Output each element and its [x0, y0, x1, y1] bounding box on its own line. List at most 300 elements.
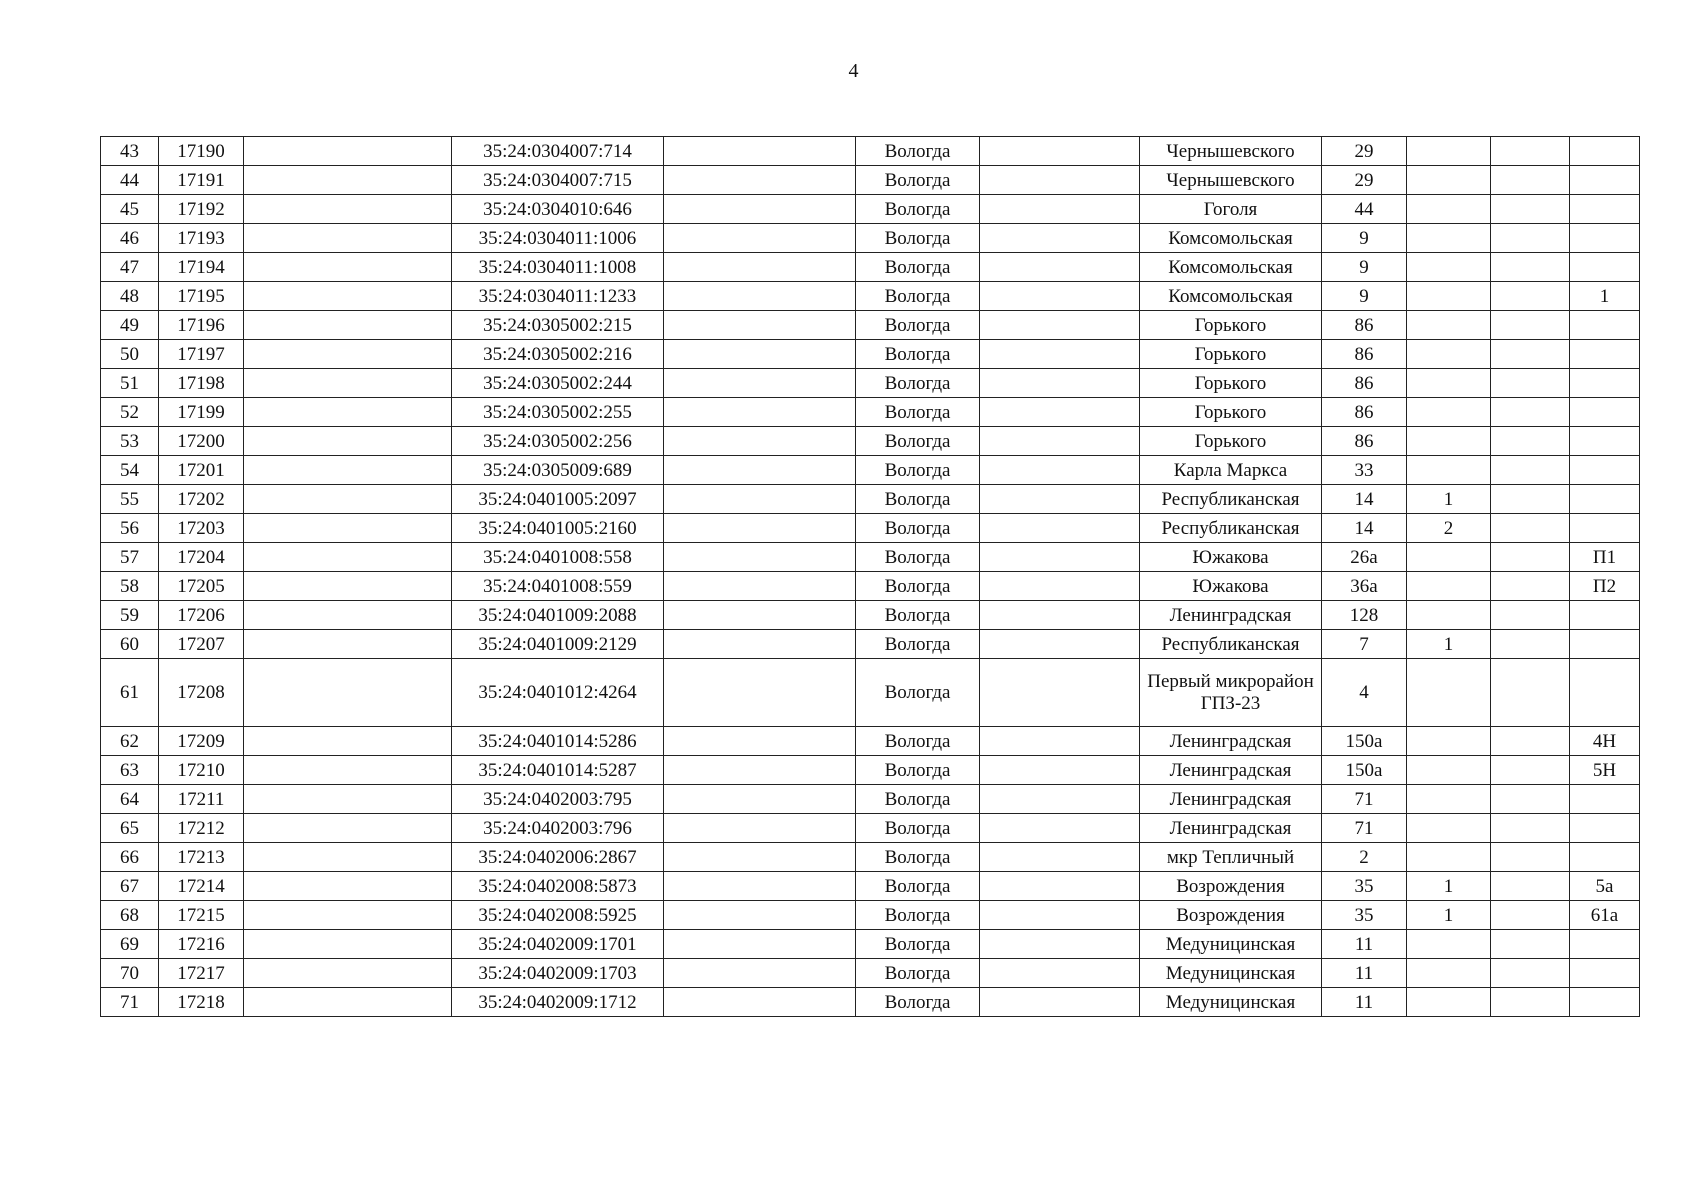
row-number-cell: 53 [101, 427, 159, 456]
premises-number-cell: 61а [1570, 901, 1640, 930]
registry-number-cell: 17212 [159, 814, 244, 843]
house-number-cell: 4 [1322, 659, 1407, 727]
city-cell: Вологда [856, 843, 980, 872]
city-cell: Вологда [856, 959, 980, 988]
empty-cell [980, 785, 1140, 814]
building-number-cell [1407, 282, 1491, 311]
city-cell: Вологда [856, 311, 980, 340]
registry-number-cell: 17209 [159, 727, 244, 756]
row-number-cell: 71 [101, 988, 159, 1017]
premises-number-cell: 5а [1570, 872, 1640, 901]
row-number-cell: 49 [101, 311, 159, 340]
registry-number-cell: 17213 [159, 843, 244, 872]
row-number-cell: 45 [101, 195, 159, 224]
house-number-cell: 35 [1322, 872, 1407, 901]
empty-cell [980, 282, 1140, 311]
city-cell: Вологда [856, 814, 980, 843]
cadastral-number-cell: 35:24:0401012:4264 [452, 659, 664, 727]
premises-number-cell [1570, 659, 1640, 727]
empty-cell [980, 543, 1140, 572]
premises-number-cell [1570, 601, 1640, 630]
registry-number-cell: 17204 [159, 543, 244, 572]
premises-number-cell [1570, 843, 1640, 872]
street-cell: Ленинградская [1140, 814, 1322, 843]
empty-cell [244, 137, 452, 166]
building-number-cell [1407, 959, 1491, 988]
empty-cell [664, 253, 856, 282]
table-row [101, 959, 1640, 988]
empty-cell [980, 659, 1140, 727]
registry-number-cell: 17208 [159, 659, 244, 727]
premises-number-cell [1570, 398, 1640, 427]
house-number-cell: 14 [1322, 485, 1407, 514]
row-number-cell: 46 [101, 224, 159, 253]
street-cell: Комсомольская [1140, 224, 1322, 253]
registry-number-cell: 17202 [159, 485, 244, 514]
premises-number-cell [1570, 485, 1640, 514]
house-number-cell: 26а [1322, 543, 1407, 572]
premises-number-cell [1570, 959, 1640, 988]
city-cell: Вологда [856, 398, 980, 427]
table-row [101, 872, 1640, 901]
row-number-cell: 55 [101, 485, 159, 514]
city-cell: Вологда [856, 282, 980, 311]
cadastral-number-cell: 35:24:0402003:796 [452, 814, 664, 843]
registry-number-cell: 17195 [159, 282, 244, 311]
empty-cell [664, 195, 856, 224]
city-cell: Вологда [856, 369, 980, 398]
street-cell: Горького [1140, 369, 1322, 398]
cadastral-number-cell: 35:24:0402008:5873 [452, 872, 664, 901]
empty-cell [1491, 572, 1570, 601]
city-cell: Вологда [856, 659, 980, 727]
street-cell: Чернышевского [1140, 137, 1322, 166]
registry-number-cell: 17211 [159, 785, 244, 814]
table-row [101, 224, 1640, 253]
house-number-cell: 7 [1322, 630, 1407, 659]
cadastral-number-cell: 35:24:0401009:2088 [452, 601, 664, 630]
empty-cell [664, 601, 856, 630]
empty-cell [244, 456, 452, 485]
street-cell: Медуницинская [1140, 959, 1322, 988]
empty-cell [244, 253, 452, 282]
empty-cell [664, 311, 856, 340]
cadastral-number-cell: 35:24:0304011:1006 [452, 224, 664, 253]
house-number-cell: 86 [1322, 398, 1407, 427]
empty-cell [1491, 659, 1570, 727]
city-cell: Вологда [856, 601, 980, 630]
street-cell: Южакова [1140, 572, 1322, 601]
street-cell: Возрождения [1140, 901, 1322, 930]
empty-cell [1491, 601, 1570, 630]
table-row [101, 340, 1640, 369]
empty-cell [664, 543, 856, 572]
street-cell: Возрождения [1140, 872, 1322, 901]
empty-cell [244, 630, 452, 659]
empty-cell [1491, 369, 1570, 398]
empty-cell [244, 282, 452, 311]
empty-cell [244, 398, 452, 427]
empty-cell [664, 727, 856, 756]
empty-cell [244, 756, 452, 785]
premises-number-cell [1570, 930, 1640, 959]
empty-cell [664, 398, 856, 427]
cadastral-number-cell: 35:24:0304007:715 [452, 166, 664, 195]
house-number-cell: 14 [1322, 514, 1407, 543]
cadastral-number-cell: 35:24:0401008:559 [452, 572, 664, 601]
city-cell: Вологда [856, 456, 980, 485]
empty-cell [980, 601, 1140, 630]
house-number-cell: 9 [1322, 253, 1407, 282]
row-number-cell: 48 [101, 282, 159, 311]
empty-cell [664, 340, 856, 369]
table-row [101, 630, 1640, 659]
empty-cell [1491, 843, 1570, 872]
city-cell: Вологда [856, 137, 980, 166]
building-number-cell: 1 [1407, 630, 1491, 659]
row-number-cell: 67 [101, 872, 159, 901]
empty-cell [1491, 456, 1570, 485]
cadastral-number-cell: 35:24:0402003:795 [452, 785, 664, 814]
cadastral-number-cell: 35:24:0304011:1233 [452, 282, 664, 311]
table-row [101, 901, 1640, 930]
premises-number-cell [1570, 195, 1640, 224]
street-cell: Республиканская [1140, 485, 1322, 514]
street-cell: Горького [1140, 398, 1322, 427]
empty-cell [1491, 727, 1570, 756]
empty-cell [244, 224, 452, 253]
empty-cell [244, 814, 452, 843]
empty-cell [980, 814, 1140, 843]
empty-cell [664, 930, 856, 959]
building-number-cell [1407, 456, 1491, 485]
empty-cell [244, 485, 452, 514]
registry-number-cell: 17215 [159, 901, 244, 930]
cadastral-number-cell: 35:24:0402006:2867 [452, 843, 664, 872]
building-number-cell [1407, 843, 1491, 872]
premises-number-cell [1570, 340, 1640, 369]
house-number-cell: 35 [1322, 901, 1407, 930]
building-number-cell: 1 [1407, 485, 1491, 514]
table-row [101, 195, 1640, 224]
empty-cell [980, 137, 1140, 166]
street-cell: Чернышевского [1140, 166, 1322, 195]
house-number-cell: 9 [1322, 282, 1407, 311]
empty-cell [980, 224, 1140, 253]
empty-cell [980, 901, 1140, 930]
house-number-cell: 71 [1322, 785, 1407, 814]
house-number-cell: 86 [1322, 340, 1407, 369]
premises-number-cell: 1 [1570, 282, 1640, 311]
empty-cell [1491, 340, 1570, 369]
row-number-cell: 58 [101, 572, 159, 601]
street-cell: Ленинградская [1140, 727, 1322, 756]
row-number-cell: 63 [101, 756, 159, 785]
empty-cell [1491, 988, 1570, 1017]
table-row [101, 282, 1640, 311]
table-row [101, 601, 1640, 630]
city-cell: Вологда [856, 988, 980, 1017]
row-number-cell: 60 [101, 630, 159, 659]
house-number-cell: 71 [1322, 814, 1407, 843]
row-number-cell: 54 [101, 456, 159, 485]
row-number-cell: 50 [101, 340, 159, 369]
empty-cell [244, 166, 452, 195]
city-cell: Вологда [856, 485, 980, 514]
empty-cell [664, 572, 856, 601]
street-cell: Медуницинская [1140, 930, 1322, 959]
empty-cell [1491, 756, 1570, 785]
cadastral-number-cell: 35:24:0304010:646 [452, 195, 664, 224]
premises-number-cell [1570, 224, 1640, 253]
empty-cell [244, 514, 452, 543]
empty-cell [1491, 630, 1570, 659]
empty-cell [244, 340, 452, 369]
registry-number-cell: 17216 [159, 930, 244, 959]
empty-cell [980, 843, 1140, 872]
row-number-cell: 56 [101, 514, 159, 543]
empty-cell [980, 398, 1140, 427]
empty-cell [1491, 514, 1570, 543]
building-number-cell [1407, 659, 1491, 727]
cadastral-number-cell: 35:24:0305002:244 [452, 369, 664, 398]
empty-cell [244, 601, 452, 630]
house-number-cell: 33 [1322, 456, 1407, 485]
building-number-cell: 1 [1407, 901, 1491, 930]
cadastral-number-cell: 35:24:0401009:2129 [452, 630, 664, 659]
empty-cell [244, 901, 452, 930]
empty-cell [664, 814, 856, 843]
cadastral-number-cell: 35:24:0402009:1701 [452, 930, 664, 959]
house-number-cell: 2 [1322, 843, 1407, 872]
empty-cell [980, 572, 1140, 601]
house-number-cell: 29 [1322, 137, 1407, 166]
empty-cell [1491, 224, 1570, 253]
building-number-cell [1407, 369, 1491, 398]
table-row [101, 756, 1640, 785]
table-row [101, 572, 1640, 601]
row-number-cell: 66 [101, 843, 159, 872]
building-number-cell [1407, 601, 1491, 630]
empty-cell [1491, 814, 1570, 843]
empty-cell [980, 195, 1140, 224]
empty-cell [980, 988, 1140, 1017]
empty-cell [664, 756, 856, 785]
cadastral-number-cell: 35:24:0401005:2160 [452, 514, 664, 543]
city-cell: Вологда [856, 514, 980, 543]
empty-cell [1491, 901, 1570, 930]
premises-number-cell: 5Н [1570, 756, 1640, 785]
table-row [101, 427, 1640, 456]
empty-cell [1491, 485, 1570, 514]
registry-number-cell: 17201 [159, 456, 244, 485]
street-cell: Горького [1140, 340, 1322, 369]
premises-number-cell [1570, 514, 1640, 543]
street-cell: мкр Тепличный [1140, 843, 1322, 872]
city-cell: Вологда [856, 872, 980, 901]
empty-cell [1491, 311, 1570, 340]
empty-cell [1491, 427, 1570, 456]
cadastral-number-cell: 35:24:0401014:5287 [452, 756, 664, 785]
empty-cell [980, 253, 1140, 282]
empty-cell [980, 727, 1140, 756]
street-cell: Республиканская [1140, 630, 1322, 659]
building-number-cell: 1 [1407, 872, 1491, 901]
registry-number-cell: 17217 [159, 959, 244, 988]
empty-cell [980, 959, 1140, 988]
empty-cell [664, 514, 856, 543]
building-number-cell [1407, 543, 1491, 572]
registry-number-cell: 17207 [159, 630, 244, 659]
building-number-cell [1407, 756, 1491, 785]
building-number-cell [1407, 166, 1491, 195]
registry-number-cell: 17218 [159, 988, 244, 1017]
empty-cell [244, 369, 452, 398]
premises-number-cell [1570, 988, 1640, 1017]
registry-number-cell: 17192 [159, 195, 244, 224]
row-number-cell: 57 [101, 543, 159, 572]
property-registry-table [100, 136, 1640, 1017]
table-row [101, 785, 1640, 814]
table-row [101, 485, 1640, 514]
premises-number-cell: П2 [1570, 572, 1640, 601]
registry-number-cell: 17191 [159, 166, 244, 195]
empty-cell [1491, 166, 1570, 195]
premises-number-cell [1570, 814, 1640, 843]
empty-cell [1491, 398, 1570, 427]
empty-cell [980, 340, 1140, 369]
empty-cell [1491, 543, 1570, 572]
empty-cell [664, 901, 856, 930]
house-number-cell: 11 [1322, 930, 1407, 959]
cadastral-number-cell: 35:24:0305009:689 [452, 456, 664, 485]
cadastral-number-cell: 35:24:0304007:714 [452, 137, 664, 166]
registry-number-cell: 17214 [159, 872, 244, 901]
building-number-cell [1407, 253, 1491, 282]
table-row [101, 727, 1640, 756]
street-cell: Горького [1140, 311, 1322, 340]
empty-cell [980, 485, 1140, 514]
building-number-cell [1407, 785, 1491, 814]
empty-cell [980, 166, 1140, 195]
empty-cell [1491, 930, 1570, 959]
empty-cell [980, 872, 1140, 901]
house-number-cell: 86 [1322, 427, 1407, 456]
table-row [101, 843, 1640, 872]
building-number-cell [1407, 137, 1491, 166]
registry-number-cell: 17199 [159, 398, 244, 427]
row-number-cell: 59 [101, 601, 159, 630]
table-row [101, 659, 1640, 727]
city-cell: Вологда [856, 427, 980, 456]
city-cell: Вологда [856, 195, 980, 224]
street-cell: Ленинградская [1140, 601, 1322, 630]
table-row [101, 398, 1640, 427]
city-cell: Вологда [856, 727, 980, 756]
street-cell: Первый микрорайон ГПЗ-23 [1140, 659, 1322, 727]
house-number-cell: 36а [1322, 572, 1407, 601]
registry-number-cell: 17205 [159, 572, 244, 601]
row-number-cell: 61 [101, 659, 159, 727]
row-number-cell: 70 [101, 959, 159, 988]
street-cell: Республиканская [1140, 514, 1322, 543]
empty-cell [664, 988, 856, 1017]
registry-number-cell: 17210 [159, 756, 244, 785]
street-cell: Южакова [1140, 543, 1322, 572]
table-row [101, 930, 1640, 959]
empty-cell [244, 785, 452, 814]
empty-cell [1491, 872, 1570, 901]
empty-cell [244, 843, 452, 872]
empty-cell [664, 137, 856, 166]
empty-cell [980, 369, 1140, 398]
house-number-cell: 11 [1322, 988, 1407, 1017]
city-cell: Вологда [856, 630, 980, 659]
empty-cell [980, 427, 1140, 456]
street-cell: Комсомольская [1140, 253, 1322, 282]
empty-cell [244, 572, 452, 601]
building-number-cell [1407, 572, 1491, 601]
empty-cell [980, 630, 1140, 659]
city-cell: Вологда [856, 572, 980, 601]
cadastral-number-cell: 35:24:0402008:5925 [452, 901, 664, 930]
premises-number-cell [1570, 166, 1640, 195]
house-number-cell: 9 [1322, 224, 1407, 253]
empty-cell [244, 311, 452, 340]
cadastral-number-cell: 35:24:0401008:558 [452, 543, 664, 572]
page-number: 4 [848, 60, 859, 82]
row-number-cell: 43 [101, 137, 159, 166]
empty-cell [664, 224, 856, 253]
row-number-cell: 68 [101, 901, 159, 930]
registry-number-cell: 17193 [159, 224, 244, 253]
row-number-cell: 65 [101, 814, 159, 843]
table-row [101, 988, 1640, 1017]
table-row [101, 514, 1640, 543]
premises-number-cell [1570, 456, 1640, 485]
registry-number-cell: 17206 [159, 601, 244, 630]
empty-cell [980, 456, 1140, 485]
empty-cell [664, 369, 856, 398]
building-number-cell [1407, 340, 1491, 369]
registry-number-cell: 17196 [159, 311, 244, 340]
city-cell: Вологда [856, 224, 980, 253]
empty-cell [664, 843, 856, 872]
empty-cell [244, 930, 452, 959]
registry-number-cell: 17200 [159, 427, 244, 456]
cadastral-number-cell: 35:24:0401014:5286 [452, 727, 664, 756]
house-number-cell: 29 [1322, 166, 1407, 195]
city-cell: Вологда [856, 930, 980, 959]
empty-cell [664, 485, 856, 514]
premises-number-cell [1570, 630, 1640, 659]
empty-cell [980, 930, 1140, 959]
building-number-cell [1407, 195, 1491, 224]
premises-number-cell: 4Н [1570, 727, 1640, 756]
house-number-cell: 44 [1322, 195, 1407, 224]
premises-number-cell [1570, 785, 1640, 814]
street-cell: Ленинградская [1140, 756, 1322, 785]
row-number-cell: 62 [101, 727, 159, 756]
row-number-cell: 44 [101, 166, 159, 195]
table-row [101, 543, 1640, 572]
building-number-cell [1407, 427, 1491, 456]
registry-number-cell: 17198 [159, 369, 244, 398]
house-number-cell: 128 [1322, 601, 1407, 630]
empty-cell [664, 959, 856, 988]
cadastral-number-cell: 35:24:0305002:215 [452, 311, 664, 340]
cadastral-number-cell: 35:24:0305002:255 [452, 398, 664, 427]
